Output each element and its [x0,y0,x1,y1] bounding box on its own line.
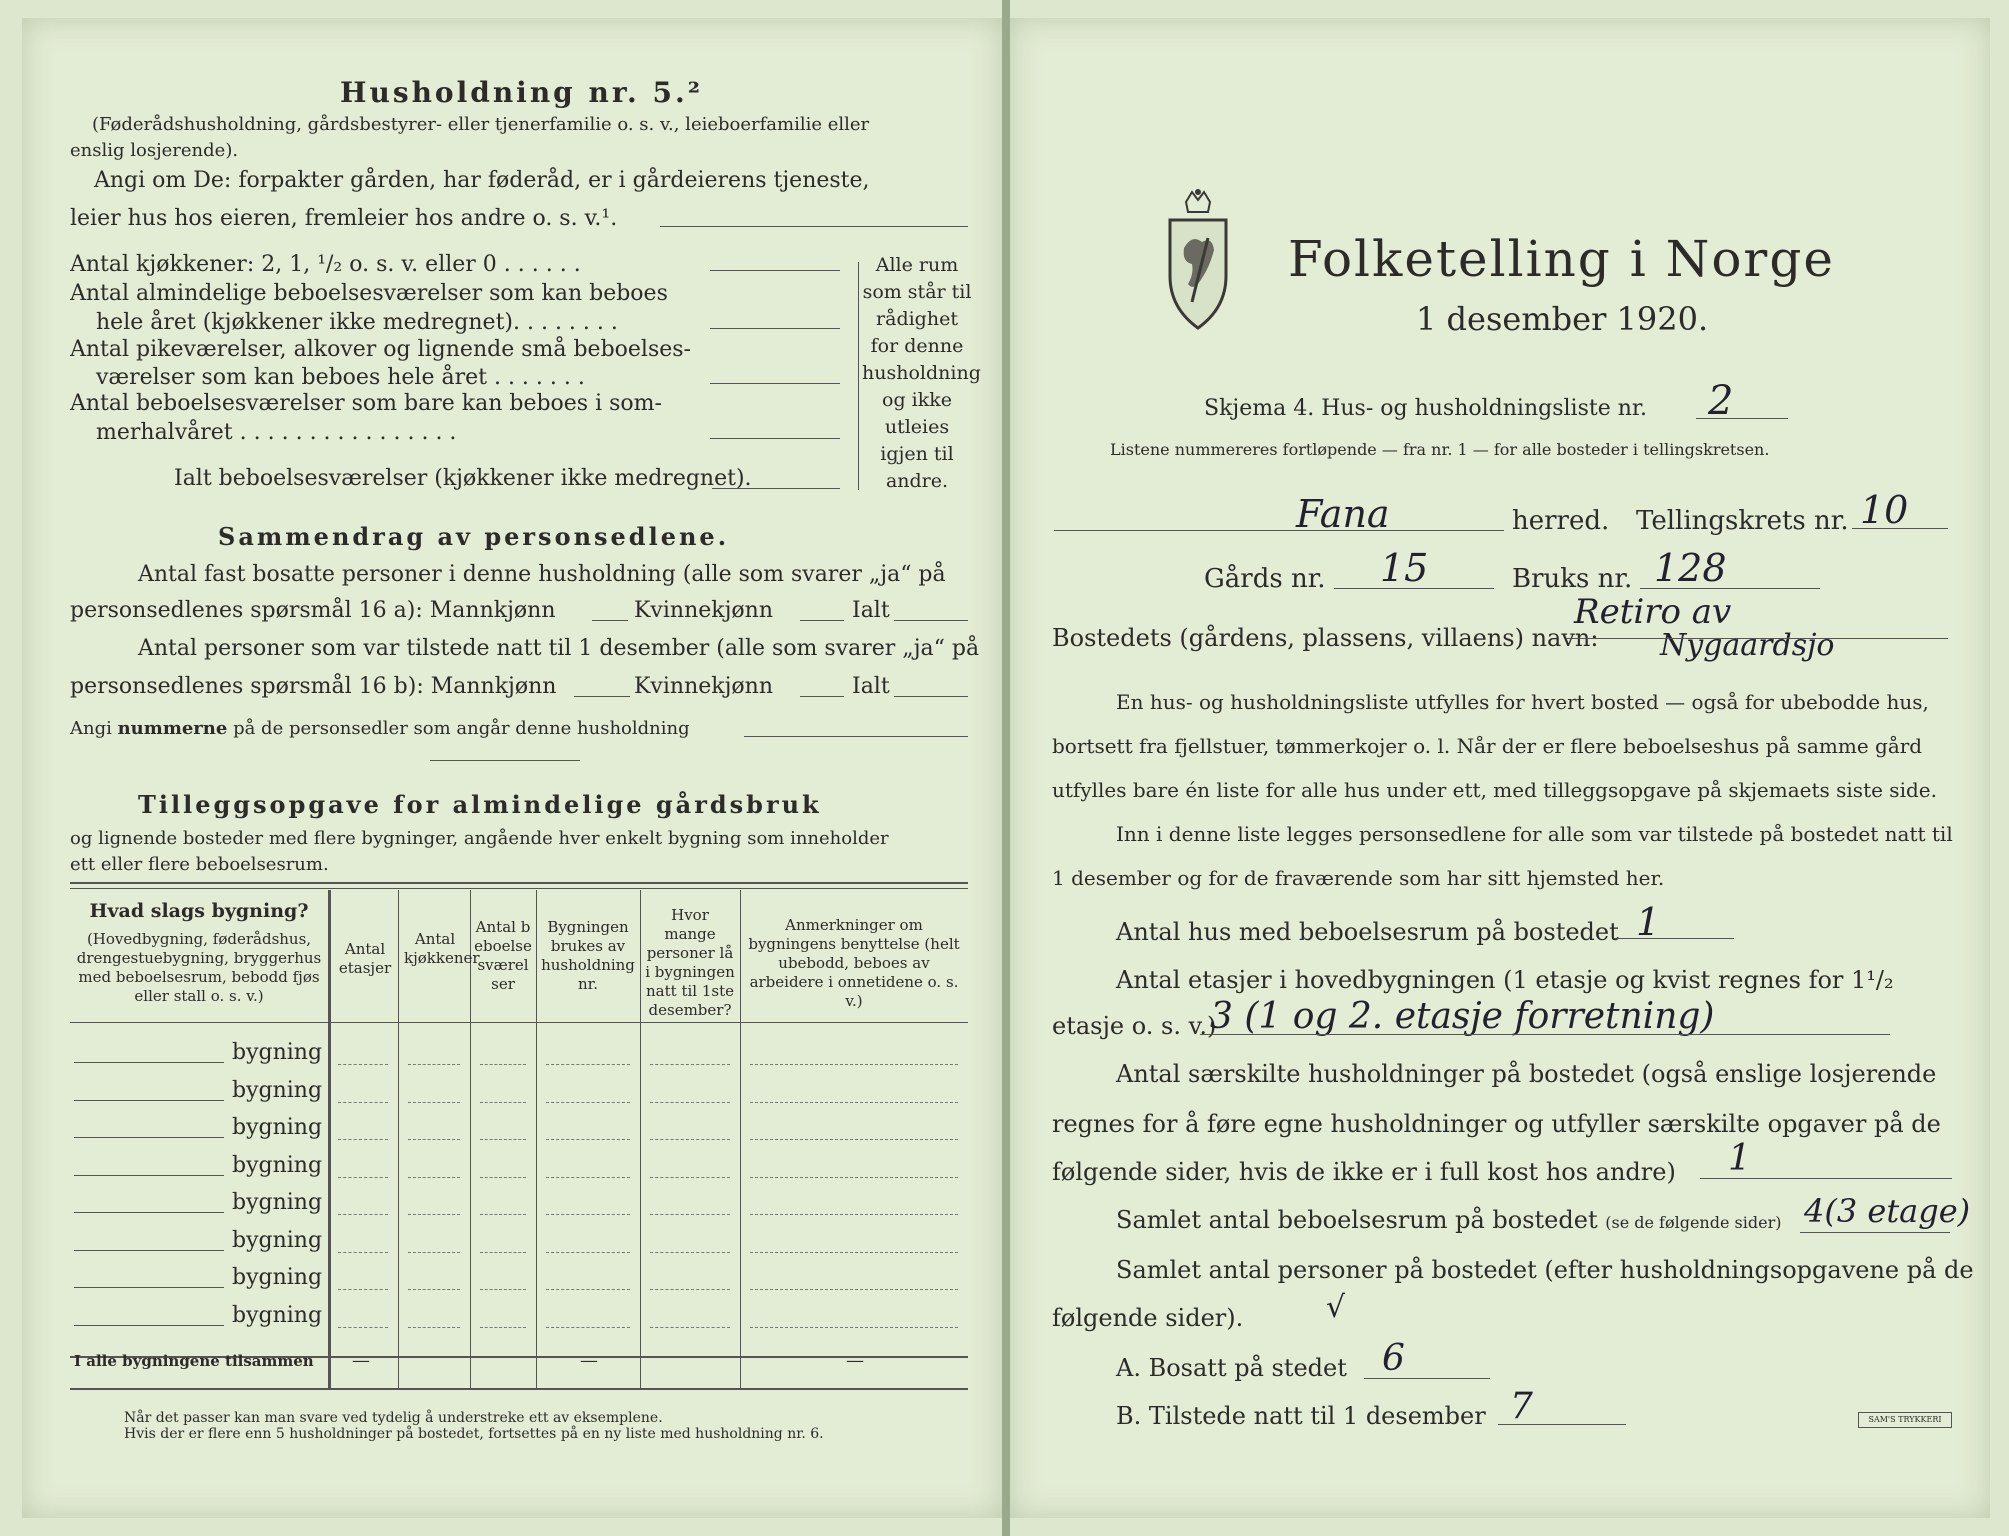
sammendrag-title: Sammendrag av personsedlene. [218,522,730,551]
q-samlet-rum: Samlet antal beboelsesrum på bostedet (se de følgende sider) [1116,1206,1782,1234]
bygning-answer-line [74,1100,224,1101]
bygning-cell-line [650,1064,730,1065]
a-etasjer: 3 (1 og 2. etasje forretning) [1210,996,1715,1037]
a-bosatt-line [1364,1378,1490,1379]
col-header-hvad-sub: (Hovedbygning, føderådshus, drengestuebygning, bryggerhus med beboelsesrum, bebodd fjøs eller stall o. s. v.) [76,930,322,1005]
bygning-cell-line [750,1252,958,1253]
bostedets-line [1566,638,1948,639]
para2-line-2: 1 desember og for de fraværende som har sitt hjemsted her. [1052,866,1665,890]
col-header-personer: Hvor mange personer lå i bygningen natt til 1ste desember? [645,906,735,1019]
angi-nummerne: Angi nummerne på de personsedler som angår denne husholdning [70,718,690,739]
bygning-cell-line [650,1139,730,1140]
printer-stamp: SAM'S TRYKKERI [1858,1412,1952,1428]
bygning-answer-line [74,1250,224,1251]
bruks-label: Bruks nr. [1512,564,1633,594]
kvinne-b-line [800,696,844,697]
bygning-cell-line [546,1139,630,1140]
bygning-cell-line [650,1177,730,1178]
bygning-cell-line [480,1214,526,1215]
bygning-cell-line [546,1252,630,1253]
answer-line-pike [710,383,840,384]
nummerne-line [744,736,968,737]
col-header-anmerk: Anmerkninger om bygningens benyttelse (helt ubebodd, beboes av arbeidere i onnetidene o. s. v.) [748,916,960,1010]
bygning-cell-line [650,1214,730,1215]
bygning-cell-line [338,1214,388,1215]
table-top-line-2 [70,888,968,889]
left-page [22,18,1002,1518]
tellingskrets-line [1852,528,1948,529]
col-divider-2 [398,890,399,1388]
sammendrag-a-ialt: Ialt [852,598,890,623]
bygning-cell-line [480,1289,526,1290]
bygning-answer-line [74,1287,224,1288]
rooms-sommer-2: merhalvåret . . . . . . . . . . . . . . . . [96,420,457,445]
col-header-brukes: Bygningen brukes av husholdning nr. [541,918,635,993]
bygning-cell-line [650,1252,730,1253]
bygning-cell-line [750,1102,958,1103]
bygning-cell-line [650,1102,730,1103]
tillegg-title: Tilleggsopgave for almindelige gårdsbruk [138,790,822,819]
tillegg-line-1: og lignende bosteder med flere bygninger, angående hver enkelt bygning som inneholder [70,828,889,849]
total-dash-etasjer: — [352,1350,370,1371]
sammendrag-b-kvinne: Kvinnekjønn [634,674,773,699]
bygning-cell-line [408,1064,460,1065]
a-bosatt-label: A. Bosatt på stedet [1116,1354,1347,1382]
bygning-cell-line [750,1177,958,1178]
q-etasjer-1: Antal etasjer i hovedbygningen (1 etasje og kvist regnes for 1¹/₂ [1116,966,1894,994]
rooms-almindelige-1: Antal almindelige beboelsesværelser som kan beboes [70,281,668,306]
bygning-answer-line [74,1212,224,1213]
bygning-answer-line [74,1325,224,1326]
bygning-cell-line [408,1289,460,1290]
bygning-label: bygning [232,1302,323,1328]
bygning-cell-line [480,1102,526,1103]
q-etasjer-2: etasje o. s. v.) [1052,1012,1217,1040]
tellingskrets-value: 10 [1860,488,1909,532]
ialt-b-line [894,696,968,697]
bygning-cell-line [750,1064,958,1065]
a-hus: 1 [1636,900,1661,944]
sammendrag-b-mann: personsedlenes spørsmål 16 b): Mannkjønn [70,674,557,699]
sammendrag-b-ialt: Ialt [852,674,890,699]
col-header-etasjer: Antal etasjer [338,940,392,977]
bygning-cell-line [546,1214,630,1215]
bygning-cell-line [650,1327,730,1328]
skjema-nr-line [1696,418,1788,419]
mann-b-line [574,696,630,697]
section-divider [430,760,580,761]
rooms-almindelige-2: hele året (kjøkkener ikke medregnet). . . . . . . . [96,310,618,335]
bygning-cell-line [408,1102,460,1103]
table-header-line [70,1022,968,1023]
household-intro-2: enslig losjerende). [70,140,239,161]
bruks-value: 128 [1654,546,1727,590]
ialt-a-line [894,620,968,621]
household-title: Husholdning nr. 5.² [340,76,704,109]
bostedets-value-2: Nygaardsjo [1660,628,1835,663]
sammendrag-a-1: Antal fast bosatte personer i denne husholdning (alle som svarer „ja“ på [138,562,946,587]
bygning-cell-line [546,1064,630,1065]
col-header-hvad-title: Hvad slags bygning? [89,900,309,922]
bygning-cell-line [338,1252,388,1253]
q-sarskilte-2: regnes for å føre egne husholdninger og utfyller særskilte opgaver på de [1052,1110,1941,1138]
bygning-label: bygning [232,1227,323,1253]
bygning-cell-line [408,1214,460,1215]
bygning-cell-line [338,1177,388,1178]
bygning-label: bygning [232,1077,323,1103]
bygning-answer-line [74,1137,224,1138]
footnote-2: Hvis der er flere enn 5 husholdninger på bostedet, fortsettes på en ny liste med husholdning nr. 6. [124,1426,824,1442]
page-spine [1002,0,1010,1536]
sammendrag-a-mann: personsedlenes spørsmål 16 a): Mannkjønn [70,598,556,623]
bygning-cell-line [408,1327,460,1328]
rooms-sommer-1: Antal beboelsesværelser som bare kan beboes i som- [70,391,662,416]
bygning-cell-line [480,1177,526,1178]
col-divider-1 [328,890,331,1388]
census-title: Folketelling i Norge [1288,230,1835,288]
a-hus-line [1614,938,1734,939]
a-sarskilte-line [1700,1178,1952,1179]
listene-note: Listene nummereres fortløpende — fra nr. 1 — for alle bosteder i tellingskretsen. [1110,440,1770,459]
bygning-cell-line [750,1327,958,1328]
table-bottom-line [70,1388,968,1390]
col-divider-4 [536,890,537,1388]
rooms-pike-2: værelser som kan beboes hele året . . . . . . . [96,365,585,390]
brace-note: Alle rum som står til rådighet for denne husholdning og ikke utleies igjen til andre. [862,254,981,492]
a-check: √ [1326,1290,1346,1325]
a-samlet-rum-line [1800,1232,1950,1233]
q-samlet-rum-note: (se de følgende sider) [1605,1213,1782,1232]
b-tilstede-value: 7 [1510,1386,1533,1427]
angi-line-1: Angi om De: forpakter gården, har føderåd, er i gårdeierens tjeneste, [94,168,870,193]
ialt-beboelses-label: Ialt beboelsesværelser (kjøkkener ikke medregnet). [174,466,752,491]
gards-value: 15 [1380,546,1429,590]
rooms-kjokkener: Antal kjøkkener: 2, 1, ¹/₂ o. s. v. eller 0 . . . . . . [70,252,581,277]
a-sarskilte: 1 [1728,1138,1751,1179]
col-header-kjokkener: Antal kjøkkener [404,930,480,967]
sammendrag-a-kvinne: Kvinnekjønn [634,598,773,623]
bygning-label: bygning [232,1115,323,1140]
mann-a-line [592,620,628,621]
bygning-cell-line [338,1139,388,1140]
bygning-cell-line [546,1327,630,1328]
bygning-cell-line [750,1214,958,1215]
bygning-cell-line [338,1289,388,1290]
b-tilstede-line [1498,1424,1626,1425]
para1-line-2: bortsett fra fjellstuer, tømmerkojer o. l. Når der er flere beboelseshus på samme gård [1052,734,1923,758]
b-tilstede-label: B. Tilstede natt til 1 desember [1116,1402,1486,1430]
herred-line [1054,530,1504,531]
gards-label: Gårds nr. [1204,564,1326,594]
herred-value: Fana [1296,492,1390,536]
q-samlet-pers-1: Samlet antal personer på bostedet (efter husholdningsopgavene på de [1116,1256,1974,1284]
tellingskrets-label: Tellingskrets nr. [1636,506,1849,536]
bygning-cell-line [338,1327,388,1328]
col-divider-5 [640,890,641,1388]
bygning-cell-line [546,1102,630,1103]
household-intro-1: (Føderådshusholdning, gårdsbestyrer- eller tjenerfamilie o. s. v., leieboerfamilie eller [92,114,870,135]
census-date: 1 desember 1920. [1416,300,1709,338]
bygning-label: bygning [232,1190,323,1215]
a-samlet-rum: 4(3 etage) [1804,1192,1971,1230]
bostedets-value-1: Retiro av [1574,592,1732,632]
bygning-answer-line [74,1175,224,1176]
para1-line-3: utfylles bare én liste for alle hus under ett, med tilleggsopgave på skjemaets siste side. [1052,778,1937,802]
total-label: I alle bygningene tilsammen [74,1352,314,1370]
bygning-cell-line [546,1177,630,1178]
bygning-cell-line [650,1289,730,1290]
bygning-cell-line [480,1139,526,1140]
brace-line [858,262,859,490]
col-header-beboelses: Antal beboelsesværelser [474,918,532,993]
ialt-answer-line [712,488,840,489]
bygning-label: bygning [232,1152,323,1178]
bygning-cell-line [750,1289,958,1290]
bygning-cell-line [480,1327,526,1328]
footnote-1: Når det passer kan man svare ved tydelig å understreke ett av eksemplene. [124,1410,663,1426]
bygning-cell-line [546,1289,630,1290]
bygning-label: bygning [232,1040,323,1065]
rooms-pike-1: Antal pikeværelser, alkover og lignende små beboelses- [70,337,691,362]
answer-line-almindelige [710,328,840,329]
bostedets-label: Bostedets (gårdens, plassens, villaens) navn: [1052,624,1599,652]
bygning-cell-line [408,1177,460,1178]
bygning-cell-line [338,1064,388,1065]
a-bosatt-value: 6 [1382,1338,1405,1379]
bruks-line [1640,588,1820,589]
table-top-line [70,882,968,884]
bygning-cell-line [750,1139,958,1140]
gards-line [1334,588,1494,589]
col-divider-6 [740,890,741,1388]
answer-line-kjokkener [710,270,840,271]
total-dash-anmerk: — [846,1350,864,1371]
skjema-label: Skjema 4. Hus- og husholdningsliste nr. [1204,396,1647,421]
norway-coat-of-arms-icon [1162,188,1234,342]
tillegg-line-2: ett eller flere beboelsesrum. [70,854,329,875]
sammendrag-b-1: Antal personer som var tilstede natt til 1 desember (alle som svarer „ja“ på [138,636,980,661]
q-sarskilte-1: Antal særskilte husholdninger på bostedet (også enslige losjerende [1116,1060,1937,1088]
a-etasjer-line [1200,1034,1890,1035]
bygning-cell-line [480,1064,526,1065]
bygning-cell-line [480,1252,526,1253]
bygning-cell-line [408,1139,460,1140]
para1-line-1: En hus- og husholdningsliste utfylles for hvert bosted — også for ubebodde hus, [1116,690,1929,714]
para2-line-1: Inn i denne liste legges personsedlene for alle som var tilstede på bostedet natt til [1116,822,1953,846]
bygning-label: bygning [232,1265,323,1290]
herred-label: herred. [1512,506,1610,536]
q-samlet-pers-2: følgende sider). [1052,1304,1244,1332]
q-sarskilte-3: følgende sider, hvis de ikke er i full kost hos andre) [1052,1158,1676,1186]
answer-line-sommer [710,438,840,439]
skjema-nr-value: 2 [1708,378,1734,424]
bygning-cell-line [338,1102,388,1103]
angi-answer-line [660,226,968,227]
total-dash-brukes: — [580,1350,598,1371]
kvinne-a-line [800,620,844,621]
q-hus: Antal hus med beboelsesrum på bostedet [1116,918,1619,946]
angi-line-2: leier hus hos eieren, fremleier hos andre o. s. v.¹. [70,206,618,231]
bygning-cell-line [408,1252,460,1253]
bygning-answer-line [74,1062,224,1063]
